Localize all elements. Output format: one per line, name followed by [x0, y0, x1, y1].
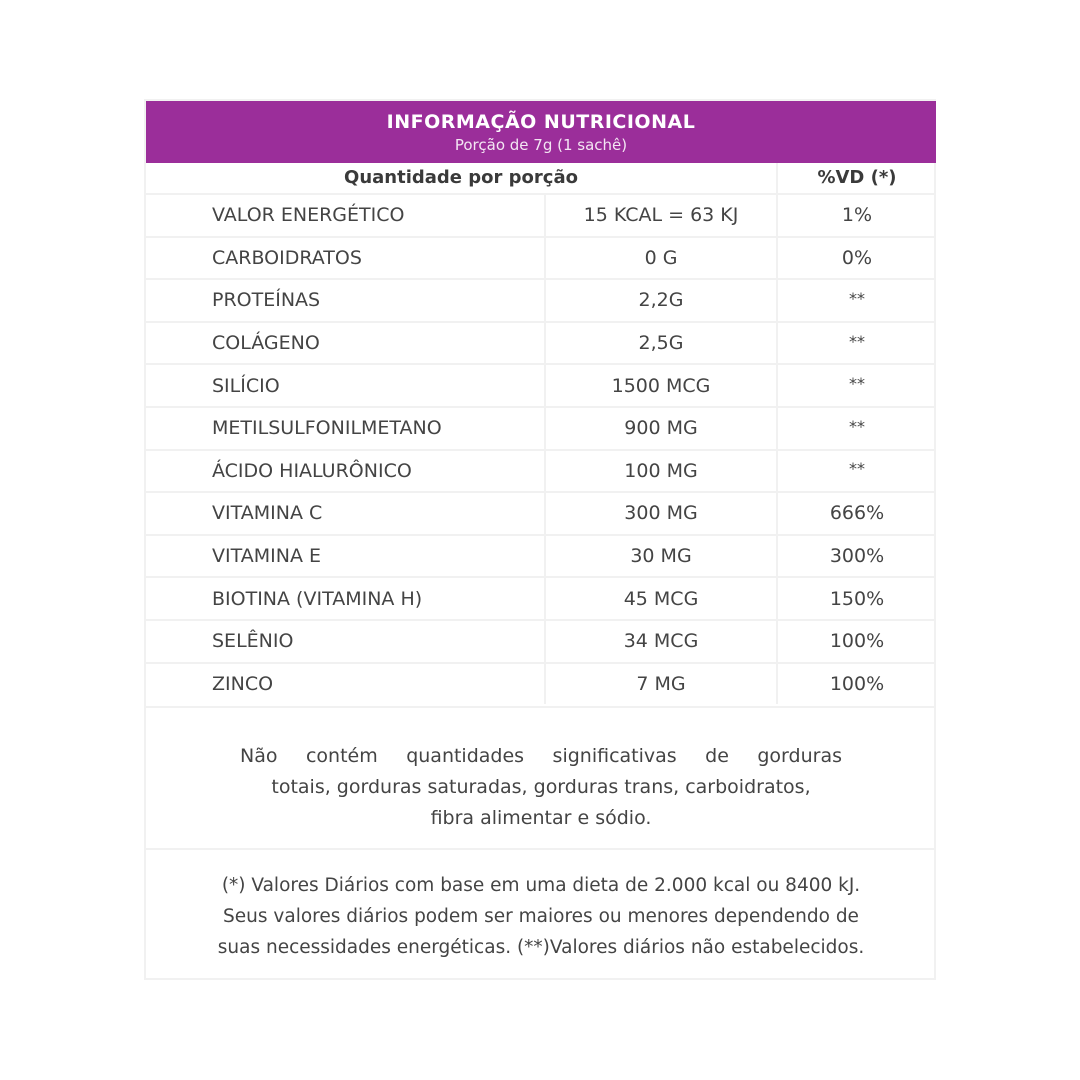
nutrient-name: METILSULFONILMETANO: [146, 408, 546, 449]
nutrient-name: PROTEÍNAS: [146, 280, 546, 321]
nutrient-name: VITAMINA E: [146, 536, 546, 577]
table-row: [146, 576, 936, 619]
nutrient-name: SILÍCIO: [146, 365, 546, 406]
nutrient-amount: 15 KCAL = 63 KJ: [546, 195, 778, 236]
footnote-line-2: Seus valores diários podem ser maiores ou menores dependendo de: [223, 906, 859, 927]
table-row: [146, 193, 936, 236]
footnote-line-3: suas necessidades energéticas. (**)Valores diários não estabelecidos.: [217, 937, 865, 958]
note-line-3: fibra alimentar e sódio.: [430, 807, 652, 829]
nutrient-daily-value: **: [849, 331, 865, 351]
nutrient-daily-value: 1%: [841, 204, 873, 227]
nutrient-daily-value: **: [849, 459, 865, 479]
table-row: [146, 363, 936, 406]
nutrient-amount: 300 MG: [546, 493, 778, 534]
nutrient-name: VITAMINA C: [146, 493, 546, 534]
nutrient-daily-value: 300%: [829, 545, 885, 568]
serving-size: Porção de 7g (1 sachê): [454, 136, 628, 154]
nutrient-name: ZINCO: [146, 664, 546, 705]
nutrient-amount: 0 G: [546, 238, 778, 279]
column-header-daily-value: %VD (*): [817, 167, 897, 188]
nutrition-note: [146, 706, 936, 848]
nutrient-name: ÁCIDO HIALURÔNICO: [146, 451, 546, 492]
footnote-line-1: (*) Valores Diários com base em uma dieta de 2.000 kcal ou 8400 kJ.: [221, 875, 861, 896]
table-title: INFORMAÇÃO NUTRICIONAL: [386, 111, 696, 133]
nutrient-amount: 100 MG: [546, 451, 778, 492]
table-row: [146, 278, 936, 321]
table-header: [146, 101, 936, 163]
nutrient-amount: 900 MG: [546, 408, 778, 449]
nutrient-daily-value: **: [849, 374, 865, 394]
nutrient-daily-value: 0%: [841, 246, 873, 269]
table-row: [146, 236, 936, 279]
nutrient-daily-value: **: [849, 416, 865, 436]
table-row: [146, 662, 936, 705]
table-row: [146, 449, 936, 492]
column-header-quantity: Quantidade por porção: [146, 163, 778, 193]
nutrient-daily-value: **: [849, 288, 865, 308]
nutrition-facts-table: [144, 99, 936, 980]
nutrient-amount: 30 MG: [546, 536, 778, 577]
nutrient-rows: [146, 193, 936, 704]
nutrient-name: COLÁGENO: [146, 323, 546, 364]
nutrient-name: CARBOIDRATOS: [146, 238, 546, 279]
daily-value-footnote: [146, 848, 936, 980]
nutrient-daily-value: 100%: [829, 672, 885, 695]
nutrient-amount: 45 MCG: [546, 578, 778, 619]
nutrient-amount: 7 MG: [546, 664, 778, 705]
note-line-2: totais, gorduras saturadas, gorduras trans, carboidratos,: [271, 776, 811, 798]
nutrient-daily-value: 100%: [829, 630, 885, 653]
nutrient-name: BIOTINA (VITAMINA H): [146, 578, 546, 619]
table-row: [146, 321, 936, 364]
table-row: [146, 406, 936, 449]
table-row: [146, 534, 936, 577]
nutrient-amount: 2,5G: [546, 323, 778, 364]
nutrient-amount: 1500 MCG: [546, 365, 778, 406]
nutrient-name: SELÊNIO: [146, 621, 546, 662]
nutrient-amount: 2,2G: [546, 280, 778, 321]
nutrient-amount: 34 MCG: [546, 621, 778, 662]
nutrient-daily-value: 150%: [829, 587, 885, 610]
table-row: [146, 619, 936, 662]
nutrient-daily-value: 666%: [829, 502, 885, 525]
table-row: [146, 491, 936, 534]
note-line-1: Não contém quantidades significativas de gorduras: [240, 745, 842, 767]
nutrient-name: VALOR ENERGÉTICO: [146, 195, 546, 236]
